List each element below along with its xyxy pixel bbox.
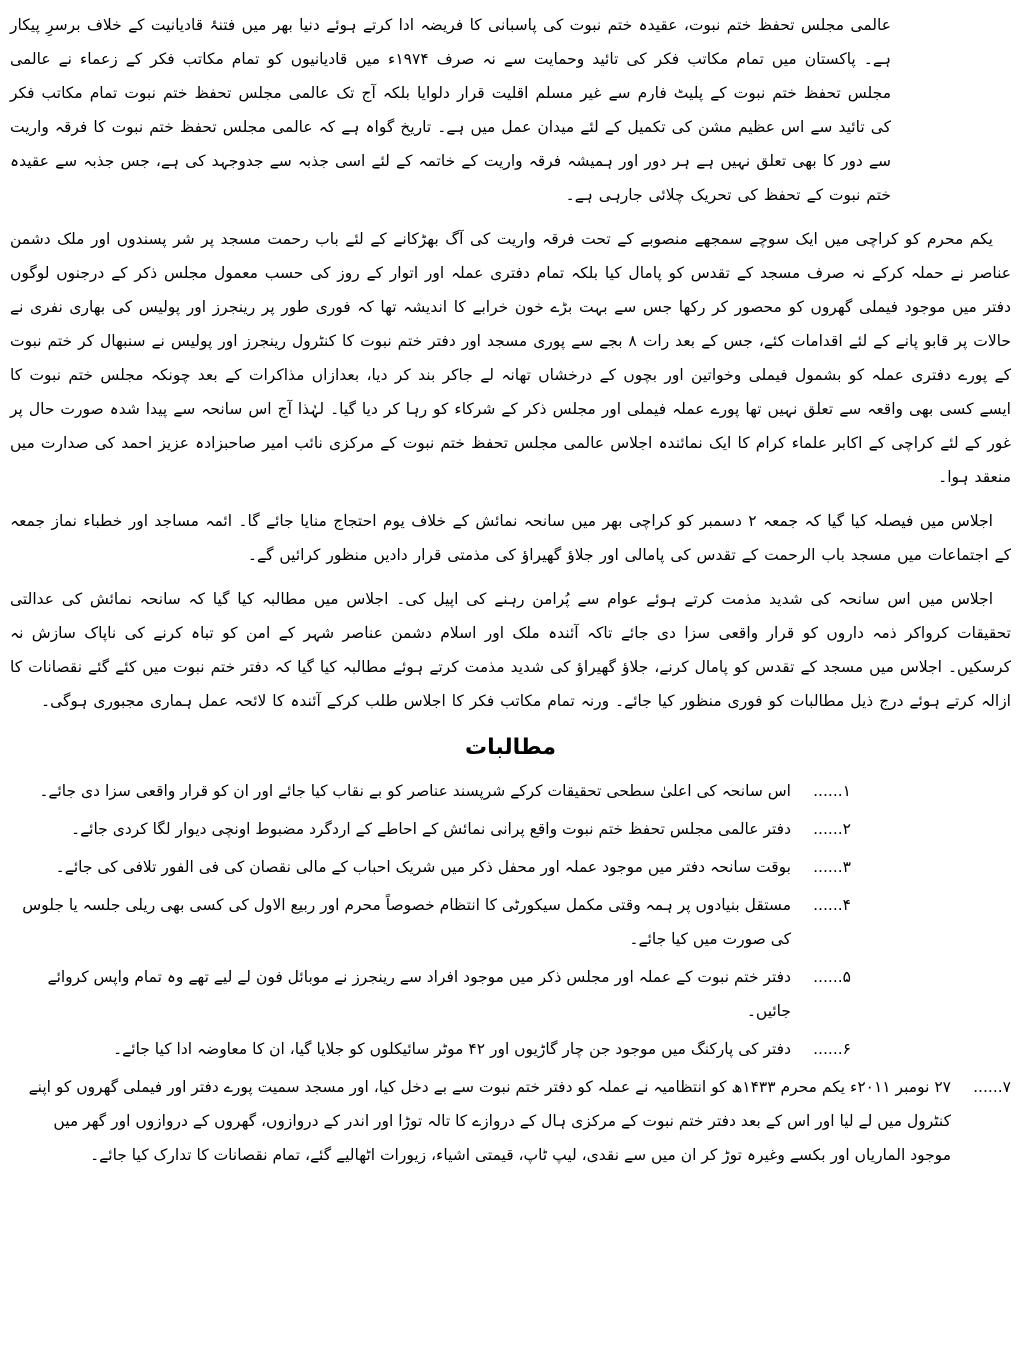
intro-paragraph: عالمی مجلس تحفظ ختم نبوت، عقیدہ ختم نبوت کی پاسبانی کا فریضہ ادا کرتے ہوئے دنیا بھر میں فتنۂ قادیانیت کے خلاف برسرِ پیکار ہے۔ پاکستان میں تمام مکاتب فکر کی تائید وحمایت سے نہ صرف ۱۹۷۴ء میں قادیانیوں کو تمام مکاتب فکر کے زعماء نے عالمی مجلس تحفظ ختم نبوت کے پلیٹ فارم سے غیر مسلم اقلیت قرار دلوایا بلکہ آج تک عالمی مجلس تحفظ ختم نبوت تمام مکاتب فکر کی تائید سے اس عظیم مشن کی تکمیل کے لئے میدان عمل میں ہے۔ تاریخ گواہ ہے کہ عالمی مجلس تحفظ ختم نبوت کا فرقہ واریت سے دور کا بھی تعلق نہیں ہے ہر دور اور ہمیشہ فرقہ واریت کے خاتمہ کے لئے اسی جذبہ سے جدوجہد کی ہے، جس جذبہ سے عقیدہ ختم نبوت کے تحفظ کی تحریک چلائی جارہی ہے۔ bbox=[10, 16, 891, 204]
demand-number: ۵ bbox=[842, 968, 851, 986]
condemnation-paragraph: اجلاس میں اس سانحہ کی شدید مذمت کرتے ہوئے عوام سے پُرامن رہنے کی اپیل کی۔ اجلاس میں مطالبہ کیا گیا کہ سانحہ نمائش کی عدالتی تحقیقات کرواکر ذمہ داروں کو قرار واقعی سزا دی جائے تاکہ آئندہ ملک اور اسلام دشمن عناصر شہر کے امن کو تباہ کرنے کی ناپاک سازش نہ کرسکیں۔ اجلاس میں مسجد کے تقدس کو پامال کرنے، جلاؤ گھیراؤ کی شدید مذمت کرتے ہوئے مطالبہ کیا گیا کہ دفتر ختم نبوت میں کئے گئے نقصانات کا ازالہ کرتے ہوئے درج ذیل مطالبات کو فوری منظور کیا جائے۔ ورنہ تمام مکاتب فکر کا اجلاس طلب کرکے آئندہ کا لائحہ عمل ہماری مجبوری ہوگی۔ bbox=[10, 590, 1011, 710]
demand-number: ۱ bbox=[842, 782, 851, 800]
demand-dots: ...... bbox=[813, 858, 843, 876]
demand-dots: ...... bbox=[973, 1078, 1003, 1096]
demand-item bbox=[10, 960, 1011, 1028]
demand-number: ۷ bbox=[1002, 1078, 1011, 1096]
demand-item bbox=[10, 1032, 1011, 1066]
demand-text: دفتر ختم نبوت کے عملہ اور مجلس ذکر میں موجود افراد سے رینجرز نے موبائل فون لے لیے تھے وہ تمام واپس کروائے جائیں۔ bbox=[47, 968, 791, 1020]
demand-item bbox=[10, 812, 1011, 846]
demands-heading: مطالبات bbox=[465, 735, 556, 760]
demand-number: ۲ bbox=[842, 820, 851, 838]
demand-text: اس سانحہ کی اعلیٰ سطحی تحقیقات کرکے شرپسند عناصر کو بے نقاب کیا جائے اور ان کو قرار واقعی سزا دی جائے۔ bbox=[39, 782, 791, 800]
demand-item bbox=[10, 774, 1011, 808]
demand-dots: ...... bbox=[813, 782, 843, 800]
demand-text: دفتر عالمی مجلس تحفظ ختم نبوت واقع پرانی نمائش کے احاطے کے اردگرد مضبوط اونچی دیوار لگا کردی جائے۔ bbox=[70, 820, 791, 838]
demand-dots: ...... bbox=[813, 968, 843, 986]
demand-dots: ...... bbox=[813, 896, 843, 914]
demand-dots: ...... bbox=[813, 820, 843, 838]
demand-number: ۴ bbox=[842, 896, 851, 914]
demand-item bbox=[10, 888, 1011, 956]
demand-text: بوقت سانحہ دفتر میں موجود عملہ اور محفل ذکر میں شریک احباب کے مالی نقصان کی فی الفور تلافی کی جائے۔ bbox=[55, 858, 791, 876]
demand-text: ۲۷ نومبر ۲۰۱۱ء یکم محرم ۱۴۳۳ھ کو انتظامیہ نے عملہ کو دفتر ختم نبوت سے بے دخل کیا، اور مسجد سمیت پورے دفتر اور فیملی گھروں کو اپنے کنٹرول میں لے لیا اور اس کے بعد دفتر ختم نبوت کے مرکزی ہال کے دروازے کا تالہ توڑا اور اندر کے دروازوں، گھروں کے دروازوں اور گھر میں موجود الماریاں اور بکسے وغیرہ توڑ کر ان میں سے نقدی، لیپ ٹاپ، قیمتی اشیاء، زیورات اٹھالیے گئے، تمام نقصانات کا تدارک کیا جائے۔ bbox=[28, 1078, 951, 1164]
demand-text: دفتر کی پارکنگ میں موجود جن چار گاڑیوں اور ۴۲ موٹر سائیکلوں کو جلایا گیا، ان کا معاوضہ ادا کیا جائے۔ bbox=[113, 1040, 791, 1058]
demand-dots: ...... bbox=[813, 1040, 843, 1058]
demand-item bbox=[10, 1070, 1011, 1172]
demand-number: ۳ bbox=[842, 858, 851, 876]
demand-text: مستقل بنیادوں پر ہمہ وقتی مکمل سیکورٹی کا انتظام خصوصاً محرم اور ربیع الاول کی کسی بھی ریلی جلسہ یا جلوس کی صورت میں کیا جائے۔ bbox=[22, 896, 791, 948]
decision-paragraph: اجلاس میں فیصلہ کیا گیا کہ جمعہ ۲ دسمبر کو کراچی بھر میں سانحہ نمائش کے خلاف یوم احتجاج منایا جائے گا۔ ائمہ مساجد اور خطباء نماز جمعہ کے اجتماعات میں مسجد باب الرحمت کے تقدس کی پامالی اور جلاؤ گھیراؤ کی مذمتی قرار دادیں منظور کرائیں گے۔ bbox=[10, 512, 1011, 564]
demand-number: ۶ bbox=[842, 1040, 851, 1058]
incident-paragraph: یکم محرم کو کراچی میں ایک سوچے سمجھے منصوبے کے تحت فرقہ واریت کی آگ بھڑکانے کے لئے باب رحمت مسجد پر شر پسندوں اور ملک دشمن عناصر نے حملہ کرکے نہ صرف مسجد کے تقدس کو پامال کیا بلکہ تمام دفتری عملہ اور اتوار کے روز کی حسب معمول مجلس ذکر کے درجنوں لوگوں دفتر میں موجود فیملی گھروں کو محصور کر رکھا جس سے بہت بڑے خون خرابے کا اندیشہ تھا کہ فوری طور پر رینجرز اور پولیس کی بھاری نفری نے حالات پر قابو پانے کے لئے اقدامات کئے، جس کے بعد رات ۸ بجے سے پوری مسجد اور دفتر ختم نبوت کا کنٹرول رینجرز اور پولیس نے سنبھال کر ختم نبوت کے پورے دفتری عملہ کو بشمول فیملی وخواتین اور بچوں کے درخشاں تھانہ لے جاکر بند کر دیا، بعدازاں مذاکرات کے بعد چونکہ مجلس ختم نبوت کا ایسے کسی بھی واقعہ سے تعلق نہیں تھا پورے عملہ فیملی اور مجلس ذکر کے شرکاء کو رہا کر دیا گیا۔ لہٰذا آج اس سانحہ سے پیدا شدہ صورت حال پر غور کے لئے کراچی کے اکابر علماء کرام کا ایک نمائندہ اجلاس عالمی مجلس تحفظ ختم نبوت کے مرکزی نائب امیر صاحبزادہ عزیز احمد کی صدارت میں منعقد ہوا۔ bbox=[10, 230, 1011, 486]
demand-item bbox=[10, 850, 1011, 884]
demands-list bbox=[10, 774, 1011, 1172]
